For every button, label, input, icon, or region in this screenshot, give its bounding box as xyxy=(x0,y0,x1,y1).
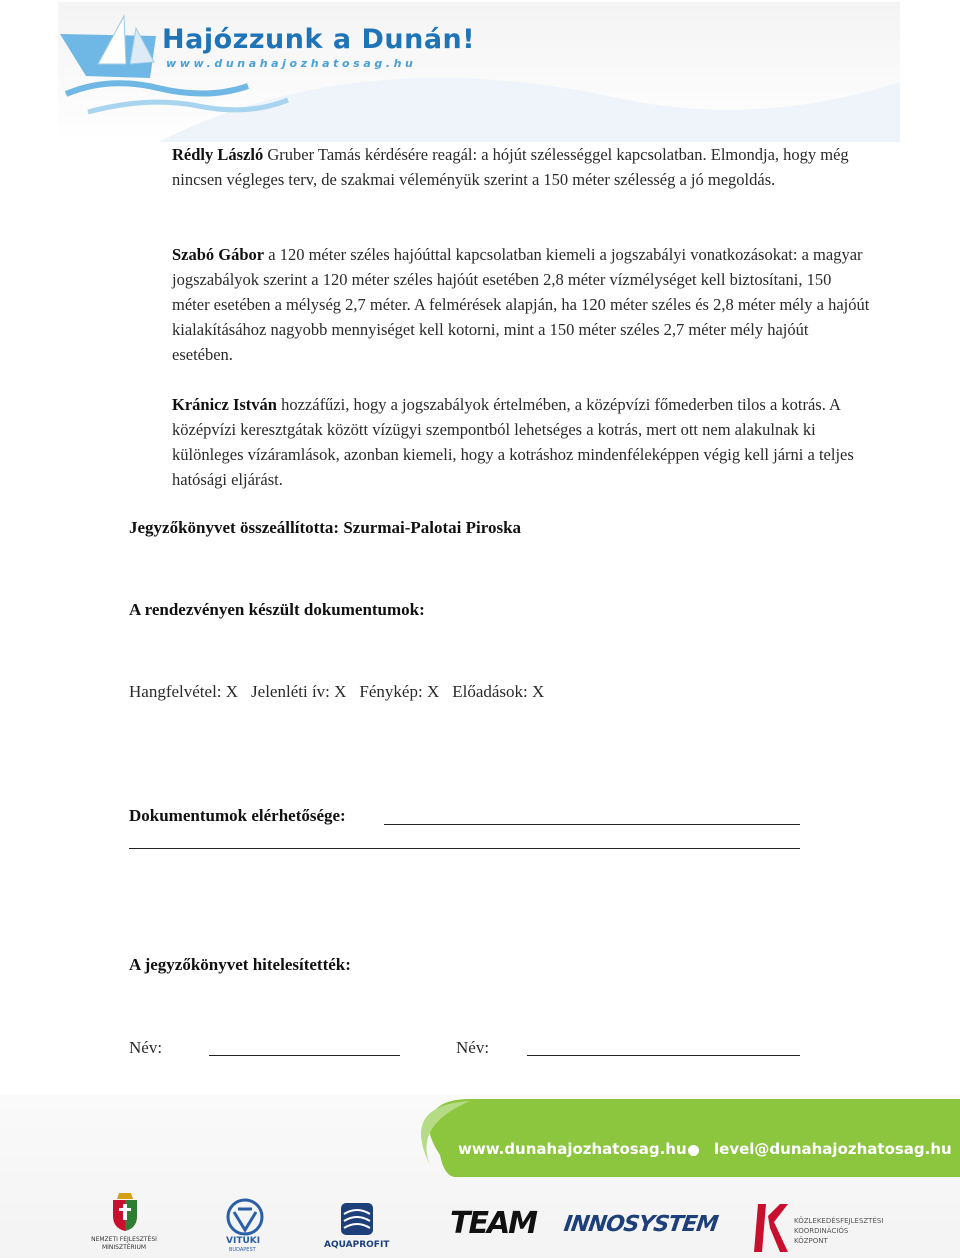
coat-of-arms-icon xyxy=(110,1192,140,1232)
name-label-1: Név: xyxy=(129,1038,163,1057)
paragraph-text: a 120 méter széles hajóúttal kapcsolatban kiemeli a jogszabályi vonatkozásokat: a magyar jogszabályok szerint a 120 méter széles hajóút esetében 2,8 méter vízmélységet kell biztosítani, 150 méter esetében a mélység 2,7 méter. A felmérések alapján, ha 120 méter széles és 2,8 méter mély a hajóút kialakításához nagyobb mennyiséget kell kotorni, mint a 150 méter széles 2,7 méter mély hajóút esetében. xyxy=(172,245,870,364)
document-item: Fénykép: X xyxy=(359,682,440,701)
availability-label: Dokumentumok elérhetősége: xyxy=(129,806,346,825)
footer-email-link[interactable]: level@dunahajozhatosag.hu xyxy=(714,1140,952,1158)
sponsor-kkk-line: KÖZPONT xyxy=(794,1237,828,1245)
paragraph-szabo xyxy=(172,242,872,367)
document-item: Előadások: X xyxy=(452,682,545,701)
compiled-by: Jegyzőkönyvet összeállította: Szurmai-Palotai Piroska xyxy=(129,518,522,537)
speaker-name: Rédly László xyxy=(172,145,264,164)
signature-line-1 xyxy=(209,1055,400,1056)
sponsor-nfm-label: NEMZETI FEJLESZTÉSI MINISZTÉRIUM xyxy=(91,1236,157,1251)
document-item: Hangfelvétel: X xyxy=(129,682,239,701)
vituki-logo-icon xyxy=(226,1198,264,1236)
sponsor-team-logo: TEAM xyxy=(450,1206,537,1241)
paragraph-text: Gruber Tamás kérdésére reagál: a hójút szélességgel kapcsolatban. Elmondja, hogy még nincsen végleges terv, de szakmai véleményük szerint a 150 méter szélesség a jó megoldás. xyxy=(172,145,849,189)
sponsor-kkk-line: KÖZLEKEDÉSFEJLESZTÉSI xyxy=(794,1217,884,1225)
document-item: Jelenléti ív: X xyxy=(251,682,347,701)
availability-line-1 xyxy=(384,824,800,825)
kkk-logo-icon xyxy=(752,1202,794,1254)
paragraph-redly xyxy=(172,142,872,192)
brand-title: Hajózzunk a Dunán! xyxy=(162,24,476,55)
signature-line-2 xyxy=(527,1055,800,1056)
sponsor-vituki-sub: BUDAPEST xyxy=(229,1247,256,1253)
documents-list xyxy=(129,682,557,702)
paragraph-kranicz xyxy=(172,392,872,492)
speaker-name: Kránicz István xyxy=(172,395,277,414)
aquaprofit-logo-icon xyxy=(338,1200,376,1238)
sponsor-innosystem-logo: INNOSYSTEM xyxy=(562,1212,720,1237)
name-label-2: Név: xyxy=(456,1038,490,1057)
sponsor-kkk-line: KOORDINÁCIÓS xyxy=(794,1227,849,1235)
brand-url[interactable]: www.dunahajozhatosag.hu xyxy=(166,57,417,70)
documents-title: A rendezvényen készült dokumentumok: xyxy=(129,600,425,619)
sponsor-kkk-label xyxy=(794,1216,883,1246)
authenticated-title: A jegyzőkönyvet hitelesítették: xyxy=(129,955,351,974)
footer-website-link[interactable]: www.dunahajozhatosag.hu xyxy=(458,1140,687,1158)
ship-logo-icon xyxy=(58,2,900,142)
paragraph-text: hozzáfűzi, hogy a jogszabályok értelmében, a középvízi főmederben tilos a kotrás. A középvízi keresztgátak között vízügyi szempontból lehetséges a kotrás, mert ott nem alakulnak ki különleges vízáramlások, azonban kiemeli, hogy a kotráshoz mindenféleképpen végig kell járni a teljes hatósági eljárást. xyxy=(172,395,854,489)
separator-dot xyxy=(688,1145,699,1156)
sponsor-vituki-label: VITUKI xyxy=(226,1236,261,1246)
speaker-name: Szabó Gábor xyxy=(172,245,265,264)
availability-line-2 xyxy=(129,848,800,849)
sponsor-aquaprofit-label: AQUAPROFIT xyxy=(324,1240,390,1250)
